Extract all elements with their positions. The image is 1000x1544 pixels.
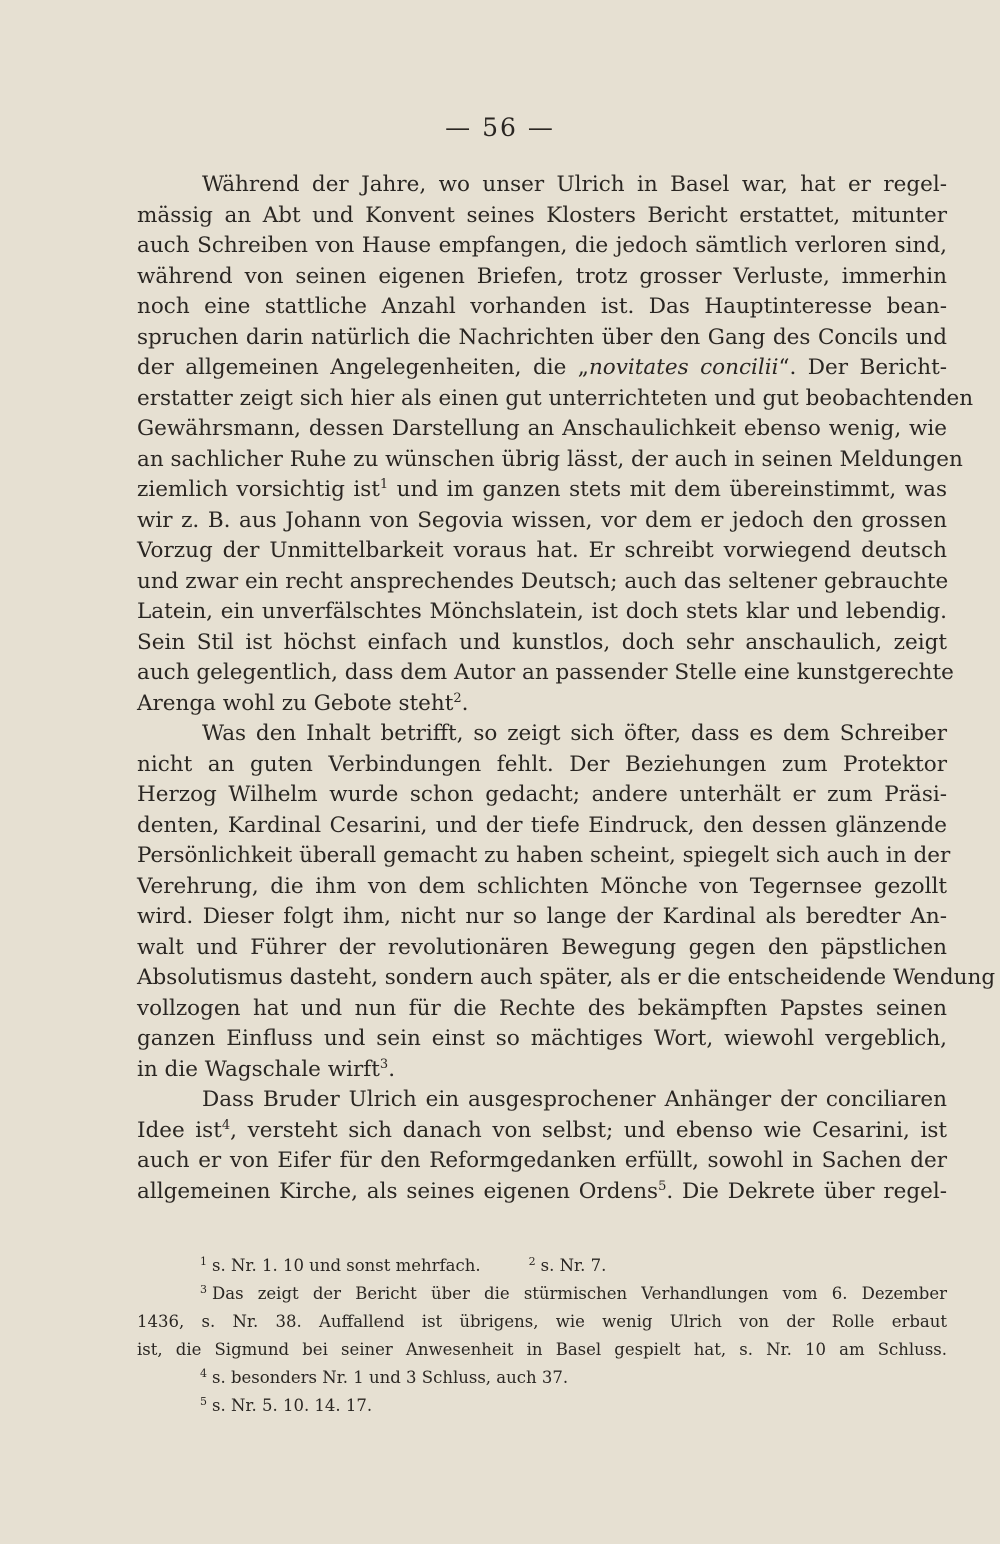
text-line: denten, Kardinal Cesarini, und der tiefe Eindruck, den dessen glänzende [137, 812, 947, 838]
footnote-ref[interactable]: 1 [379, 477, 389, 492]
text-line [137, 689, 947, 720]
text-line: Verehrung, die ihm von dem schlichten Mönche von Tegernsee gezollt [137, 873, 947, 899]
footnote-1: s. Nr. 1. 10 und sonst mehrfach. [212, 1256, 481, 1275]
text-line: während von seinen eigenen Briefen, trotz grosser Verluste, immerhin [137, 263, 947, 289]
text-line [137, 353, 947, 384]
text-segment: und im ganzen stets mit dem übereinstimmt, was [388, 477, 947, 502]
text-line: auch gelegentlich, dass dem Autor an passender Stelle eine kunstgerechte [137, 660, 954, 685]
footnote-3: Das zeigt der Bericht über die stürmischen Verhandlungen vom 6. Dezember [212, 1284, 947, 1303]
text-segment: . [388, 1056, 396, 1082]
italic-phrase: novitates concilii [588, 355, 779, 380]
text-line: Herzog Wilhelm wurde schon gedacht; andere unterhält er zum Präsi- [137, 782, 947, 807]
footnote-line: ist, die Sigmund bei seiner Anwesenheit in Basel gespielt hat, s. Nr. 10 am Schluss. [137, 1340, 947, 1359]
text-line: walt und Führer der revolutionären Bewegung gegen den päpstlichen [137, 934, 947, 960]
paragraph [137, 170, 974, 719]
footnote-ref[interactable]: 4 [221, 1117, 231, 1133]
footnote-mark: 5 [200, 1395, 207, 1408]
paragraph [137, 1085, 947, 1207]
text-line: spruchen darin natürlich die Nachrichten über den Gang des Concils und [137, 324, 947, 350]
text-line: an sachlicher Ruhe zu wünschen übrig lässt, der auch in seinen Meldungen [137, 446, 963, 472]
text-line: erstatter zeigt sich hier als einen gut unterrichteten und gut beobachtenden [137, 385, 974, 411]
text-segment: in die Wagschale wirft [137, 1056, 380, 1082]
text-segment: allgemeinen Kirche, als seines eigenen Ordens [137, 1178, 659, 1204]
text-line: und zwar ein recht ansprechendes Deutsch; auch das seltener gebrauchte [137, 568, 949, 594]
footnote-line [137, 1280, 947, 1308]
text-line: Während der Jahre, wo unser Ulrich in Basel war, hat er regel- [202, 172, 947, 197]
text-line [137, 1055, 947, 1086]
text-segment: . [461, 690, 469, 716]
footnote-4: s. besonders Nr. 1 und 3 Schluss, auch 37. [212, 1368, 569, 1387]
text-line: Latein, ein unverfälschtes Mönchslatein, ist doch stets klar und lebendig. [137, 599, 947, 624]
text-line [137, 1177, 947, 1208]
text-segment: Arenga wohl zu Gebote steht [137, 690, 454, 716]
footnotes [137, 1252, 947, 1420]
text-line: auch er von Eifer für den Reformgedanken erfüllt, sowohl in Sachen der [137, 1148, 947, 1173]
text-line: Gewährsmann, dessen Darstellung an Anschaulichkeit ebenso wenig, wie [137, 416, 947, 441]
footnote-line: 1436, s. Nr. 38. Auffallend ist übrigens, wie wenig Ulrich von der Rolle erbaut [137, 1312, 947, 1331]
text-line: vollzogen hat und nun für die Rechte des bekämpften Papstes seinen [137, 995, 947, 1021]
footnote-line [137, 1252, 947, 1280]
text-line [137, 1116, 947, 1147]
footnote-line [137, 1392, 947, 1420]
footnote-mark: 2 [528, 1255, 536, 1268]
text-segment: Idee ist [137, 1117, 222, 1143]
text-line: Was den Inhalt betrifft, so zeigt sich öfter, dass es dem Schreiber [202, 721, 947, 746]
text-segment: ziemlich vorsichtig ist [137, 477, 380, 502]
text-segment: , versteht sich danach von selbst; und ebenso wie Cesarini, ist [230, 1117, 947, 1143]
footnote-2: s. Nr. 7. [540, 1256, 607, 1275]
text-line: wird. Dieser folgt ihm, nicht nur so lange der Kardinal als beredter An- [137, 904, 947, 929]
text-line: Persönlichkeit überall gemacht zu haben scheint, spiegelt sich auch in der [137, 843, 951, 868]
footnote-mark: 1 [200, 1255, 207, 1268]
text-line: wir z. B. aus Johann von Segovia wissen, vor dem er jedoch den grossen [137, 507, 947, 533]
footnote-ref[interactable]: 2 [453, 690, 462, 706]
footnote-mark: 4 [200, 1367, 207, 1380]
paragraph [137, 719, 996, 1085]
footnote-mark: 3 [200, 1283, 207, 1296]
text-line: Dass Bruder Ulrich ein ausgesprochener Anhänger der conciliaren [202, 1087, 947, 1112]
text-segment: der allgemeinen Angelegenheiten, die „ [137, 355, 589, 380]
text-line: mässig an Abt und Konvent seines Klosters Bericht erstattet, mitunter [137, 202, 947, 228]
text-segment: . Die Dekrete über regel- [666, 1178, 947, 1204]
text-line: Absolutismus dasteht, sondern auch später, als er die entscheidende Wendung [137, 965, 996, 990]
body-text [137, 170, 996, 1207]
text-line: Vorzug der Unmittelbarkeit voraus hat. Er schreibt vorwiegend deutsch [137, 538, 947, 563]
text-segment: “. Der Bericht- [778, 355, 947, 380]
footnote-line [137, 1364, 947, 1392]
page-number: — 56 — [445, 113, 555, 142]
text-line: noch eine stattliche Anzahl vorhanden ist. Das Hauptinteresse bean- [137, 294, 947, 319]
text-line [137, 475, 947, 506]
text-line: nicht an guten Verbindungen fehlt. Der Beziehungen zum Protektor [137, 751, 947, 777]
text-line: ganzen Einfluss und sein einst so mächtiges Wort, wiewohl vergeblich, [137, 1026, 947, 1051]
footnote-ref[interactable]: 5 [658, 1178, 667, 1194]
footnote-5: s. Nr. 5. 10. 14. 17. [212, 1396, 373, 1415]
text-line: auch Schreiben von Hause empfangen, die jedoch sämtlich verloren sind, [137, 233, 947, 258]
text-line: Sein Stil ist höchst einfach und kunstlos, doch sehr anschaulich, zeigt [137, 629, 947, 655]
footnote-ref[interactable]: 3 [379, 1056, 389, 1072]
